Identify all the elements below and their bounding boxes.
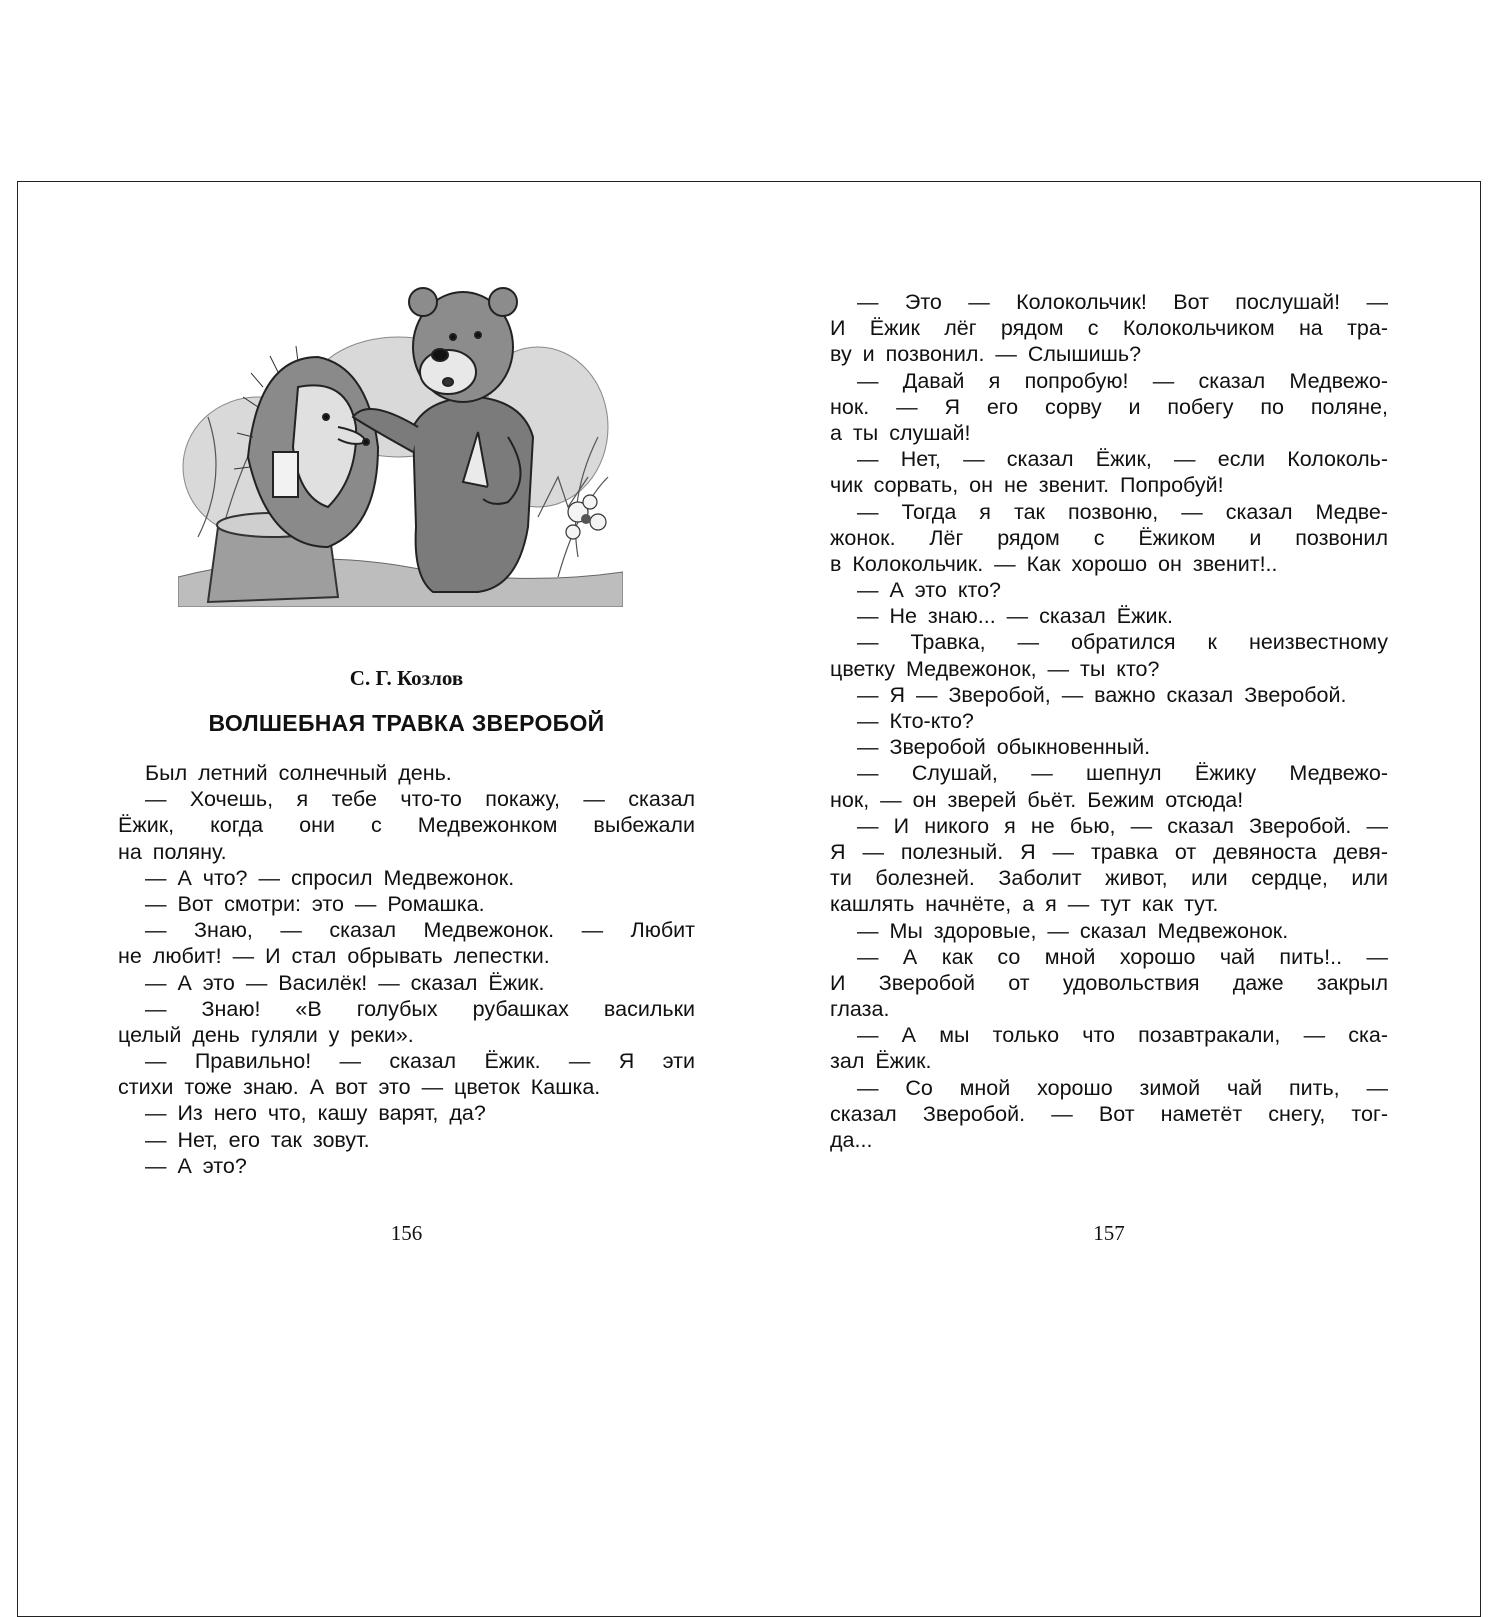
author-name: С. Г. Козлов bbox=[349, 666, 464, 690]
text-line: зал Ёжик. bbox=[830, 1049, 932, 1074]
text-line: — Тогда я так позвоню, — сказал Медве- bbox=[857, 499, 1388, 524]
text-line: — Знаю! «В голубых рубашках васильки bbox=[145, 996, 695, 1021]
text-line: — Правильно! — сказал Ёжик. — Я эти bbox=[145, 1049, 695, 1074]
text-line: Я — полезный. Я — травка от девяноста девя- bbox=[830, 839, 1388, 864]
text-line: — Со мной хорошо зимой чай пить, — bbox=[857, 1075, 1388, 1100]
text-line: ву и позвонил. — Слышишь? bbox=[830, 342, 1142, 367]
text-line: сказал Зверобой. — Вот наметёт снегу, тог- bbox=[830, 1101, 1388, 1126]
text-line: — Я — Зверобой, — важно сказал Зверобой. bbox=[857, 682, 1347, 707]
text-line: ти болезней. Заболит живот, или сердце, или bbox=[830, 866, 1388, 891]
text-line: — Давай я попробую! — сказал Медвежо- bbox=[857, 368, 1388, 393]
text-line: — Вот смотри: это — Ромашка. bbox=[145, 891, 485, 916]
text-line: — А как со мной хорошо чай пить!.. — bbox=[857, 944, 1388, 969]
text-line: И Ёжик лёг рядом с Колокольчиком на тра- bbox=[830, 316, 1388, 341]
text-line: не любит! — И стал обрывать лепестки. bbox=[118, 944, 550, 969]
text-line: нок, — он зверей бьёт. Бежим отсюда! bbox=[830, 787, 1244, 812]
left-page bbox=[118, 182, 695, 1616]
text-line: — А что? — спросил Медвежонок. bbox=[145, 865, 515, 890]
text-line: — Не знаю... — сказал Ёжик. bbox=[857, 604, 1173, 629]
text-line: И Зверобой от удовольствия даже закрыл bbox=[830, 970, 1388, 995]
text-line: — Из него что, кашу варят, да? bbox=[145, 1101, 486, 1126]
text-line: целый день гуляли у реки». bbox=[118, 1022, 414, 1047]
text-line: — Нет, — сказал Ёжик, — если Колоколь- bbox=[857, 447, 1388, 472]
text-line: — А это? bbox=[145, 1153, 247, 1178]
right-page-text bbox=[830, 289, 1388, 1153]
text-line: — Знаю, — сказал Медвежонок. — Любит bbox=[145, 918, 695, 943]
text-line: — И никого я не бью, — сказал Зверобой. — bbox=[857, 813, 1388, 838]
text-line: в Колокольчик. — Как хорошо он звенит!.. bbox=[830, 551, 1278, 576]
text-line: — А это — Василёк! — сказал Ёжик. bbox=[145, 970, 545, 995]
text-line: Был летний солнечный день. bbox=[145, 761, 452, 785]
hedgehog-and-bear-illustration bbox=[178, 277, 623, 607]
right-page bbox=[830, 182, 1388, 1616]
left-page-text bbox=[118, 760, 695, 1179]
text-line: да... bbox=[830, 1128, 873, 1152]
text-line: стихи тоже знаю. А вот это — цветок Кашка. bbox=[118, 1075, 601, 1100]
text-line: — Нет, его так зовут. bbox=[145, 1127, 370, 1152]
text-line: а ты слушай! bbox=[830, 420, 971, 445]
story-title: ВОЛШЕБНАЯ ТРАВКА ЗВЕРОБОЙ bbox=[208, 710, 605, 736]
text-line: на поляну. bbox=[118, 839, 227, 864]
book-spread bbox=[17, 181, 1481, 1617]
text-line: чик сорвать, он не звенит. Попробуй! bbox=[830, 473, 1224, 498]
text-line: жонок. Лёг рядом с Ёжиком и позвонил bbox=[830, 525, 1388, 550]
text-line: — Это — Колокольчик! Вот послушай! — bbox=[857, 290, 1388, 314]
text-line: — Слушай, — шепнул Ёжику Медвежо- bbox=[857, 761, 1388, 786]
text-line: — Хочешь, я тебе что-то покажу, — сказал bbox=[145, 787, 695, 812]
text-line: — А это кто? bbox=[857, 578, 1001, 603]
text-line: нок. — Я его сорву и побегу по поляне, bbox=[830, 394, 1388, 419]
page-number-right: 157 bbox=[1093, 1221, 1125, 1245]
text-line: кашлять начнёте, а я — тут как тут. bbox=[830, 892, 1219, 917]
text-line: — А мы только что позавтракали, — ска- bbox=[857, 1023, 1388, 1048]
page-number-left: 156 bbox=[390, 1221, 423, 1245]
text-line: — Травка, — обратился к неизвестному bbox=[857, 630, 1388, 655]
text-line: — Зверобой обыкновенный. bbox=[857, 735, 1151, 760]
text-line: цветку Медвежонок, — ты кто? bbox=[830, 656, 1160, 681]
text-line: — Кто-кто? bbox=[857, 709, 974, 733]
text-line: глаза. bbox=[830, 997, 890, 1022]
text-line: — Мы здоровые, — сказал Медвежонок. bbox=[857, 918, 1289, 943]
text-line: Ёжик, когда они с Медвежонком выбежали bbox=[118, 813, 695, 838]
